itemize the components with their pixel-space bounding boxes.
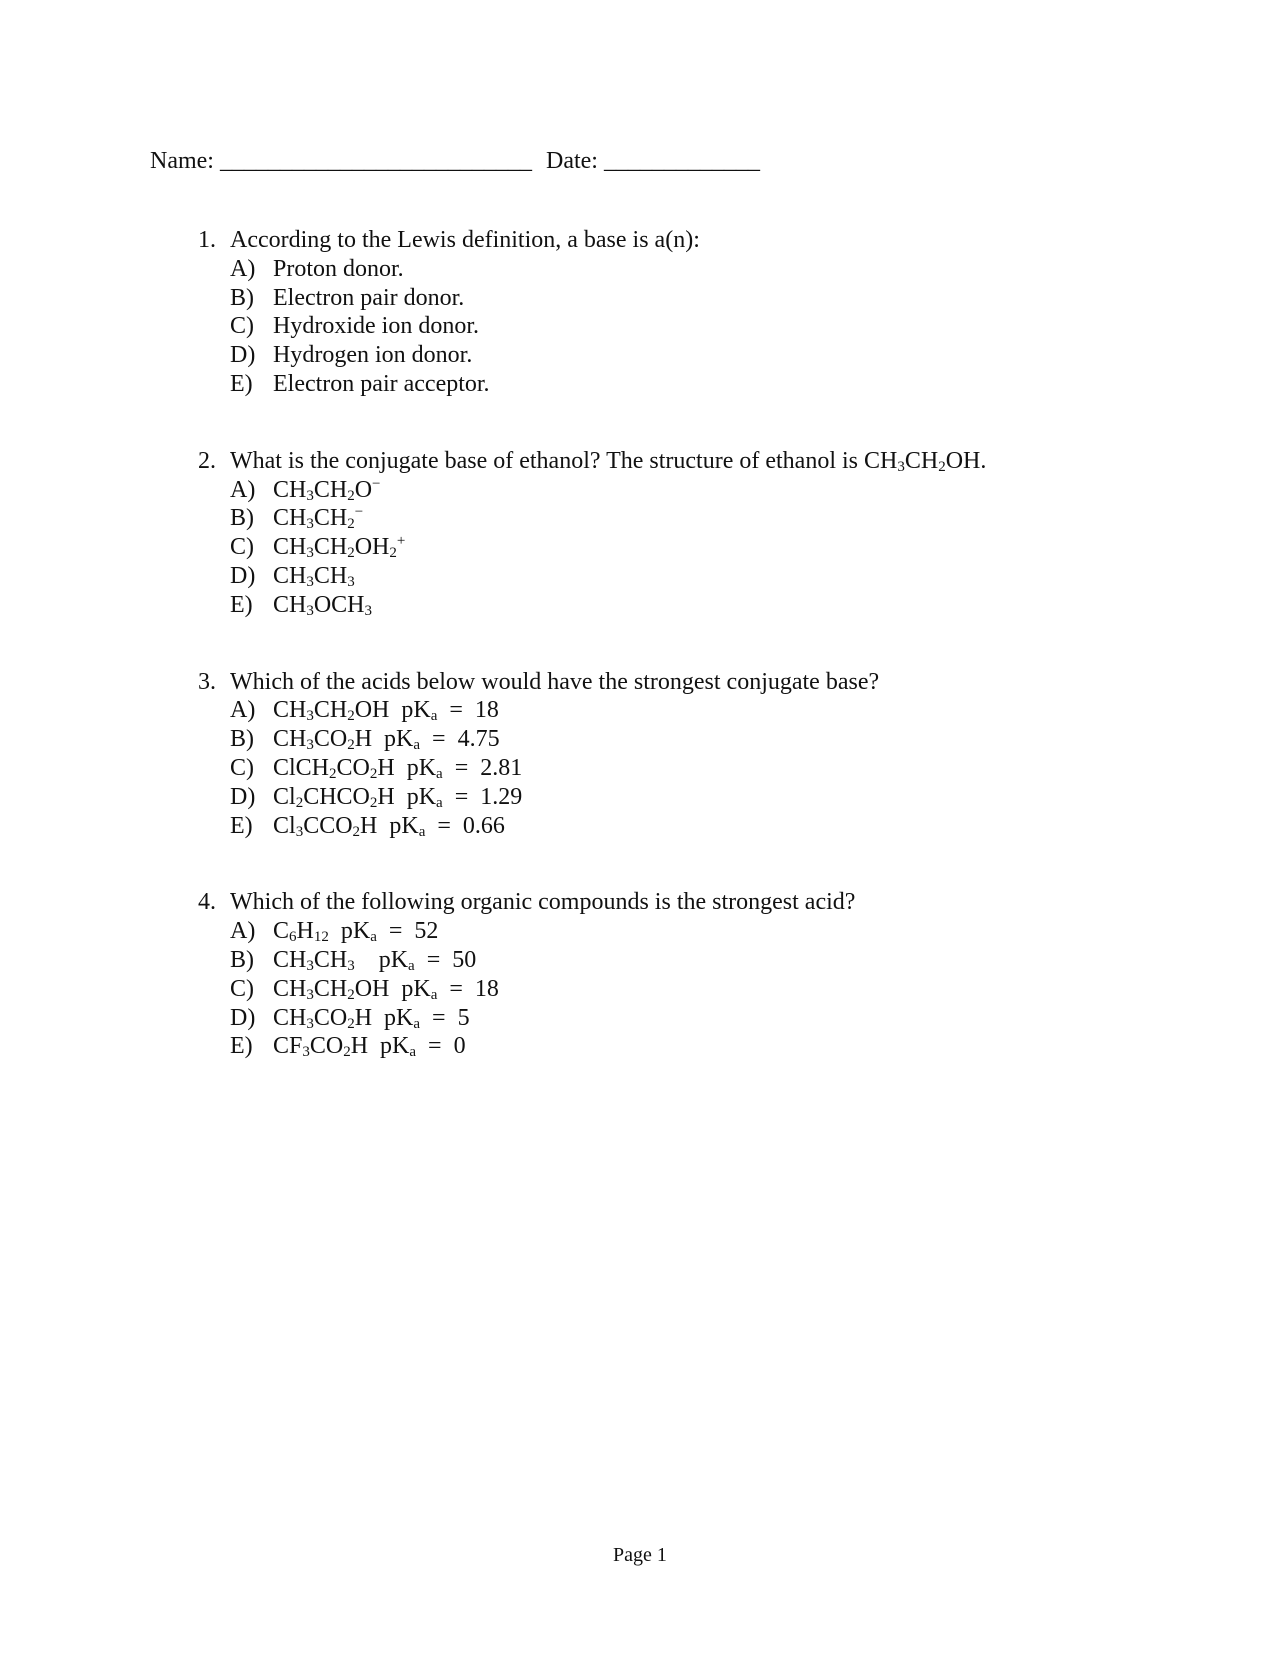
- choice-letter: A): [230, 918, 256, 945]
- answer-choice-d: [198, 341, 1218, 370]
- choice-letter: A): [230, 476, 256, 503]
- choice-letter: A): [230, 255, 256, 282]
- question-stem: [198, 226, 1218, 255]
- question-number: 3.: [198, 668, 216, 695]
- answer-choices: [198, 917, 1218, 1061]
- choice-text: $C_6H_{12}$ $pK_a = 52$: [273, 918, 439, 946]
- choice-letter: D): [230, 562, 256, 589]
- answer-choices: [198, 476, 1218, 620]
- choice-text: $CF_3CO_2H$ $pK_a = 0$: [273, 1033, 466, 1061]
- answer-choice-a: [198, 255, 1218, 284]
- choice-text: Electron pair donor.: [273, 284, 465, 311]
- question-text: What is the conjugate base of ethanol? The structure of ethanol is $CH_3CH_2OH$.: [230, 447, 987, 475]
- question-number: 1.: [198, 227, 216, 253]
- question-text: According to the Lewis definition, a base is a(n):: [230, 227, 700, 253]
- choice-text: Electron pair acceptor.: [273, 370, 490, 397]
- choice-text: $CH_3CH_2OH$ $pK_a = 18$: [273, 975, 499, 1003]
- choice-letter: C): [230, 534, 254, 561]
- choice-text: $Cl_3CCO_2H$ $pK_a = 0.66$: [273, 812, 505, 840]
- choice-letter: D): [230, 1004, 256, 1031]
- choice-letter: B): [230, 505, 254, 532]
- question-2: [198, 447, 1218, 620]
- choice-text: $CH_3CH_3$ $pK_a = 50$: [273, 946, 477, 974]
- answer-choice-c: [198, 312, 1218, 341]
- page-number: Page 1: [613, 1544, 667, 1566]
- choice-text: Proton donor.: [273, 255, 404, 282]
- choice-letter: D): [230, 342, 256, 369]
- answer-choice-d: [198, 1004, 1218, 1033]
- question-stem: [198, 668, 1218, 697]
- choice-letter: C): [230, 975, 254, 1002]
- date-field-label: Date: _____________: [545, 148, 760, 174]
- question-3: [198, 668, 1218, 841]
- choice-text: $ClCH_2CO_2H$ $pK_a = 2.81$: [273, 754, 523, 782]
- choice-letter: E): [230, 812, 253, 839]
- choice-letter: B): [230, 726, 254, 753]
- question-stem: [198, 888, 1218, 917]
- choice-letter: B): [230, 284, 254, 311]
- answer-choice-c: [198, 533, 1218, 562]
- worksheet-header: [150, 148, 760, 175]
- choice-text: $CH_3CH_2O^-$: [273, 475, 381, 504]
- choice-letter: E): [230, 591, 253, 618]
- answer-choice-a: [198, 917, 1218, 946]
- choice-letter: B): [230, 946, 254, 973]
- answer-choice-c: [198, 975, 1218, 1004]
- choice-text: $CH_3CH_2OH_2^+$: [273, 533, 406, 562]
- name-field-label: Name: __________________________: [150, 148, 532, 174]
- question-stem: [198, 447, 1218, 476]
- answer-choices: [198, 255, 1218, 399]
- choice-text: $CH_3CO_2H$ $pK_a = 4.75$: [273, 726, 500, 754]
- question-1: [198, 226, 1218, 399]
- choice-text: $Cl_2CHCO_2H$ $pK_a = 1.29$: [273, 783, 523, 811]
- answer-choice-e: [198, 370, 1218, 399]
- answer-choice-e: [198, 1032, 1218, 1061]
- answer-choice-d: [198, 783, 1218, 812]
- choice-letter: C): [230, 313, 254, 340]
- choice-text: Hydrogen ion donor.: [273, 342, 473, 369]
- answer-choice-d: [198, 562, 1218, 591]
- choice-text: $CH_3CO_2H$ $pK_a = 5$: [273, 1004, 470, 1032]
- choice-letter: C): [230, 754, 254, 781]
- choice-letter: A): [230, 697, 256, 724]
- answer-choice-a: [198, 696, 1218, 725]
- answer-choice-c: [198, 754, 1218, 783]
- answer-choice-b: [198, 284, 1218, 313]
- answer-choice-b: [198, 946, 1218, 975]
- choice-letter: E): [230, 1033, 253, 1060]
- choice-text: $CH_3CH_2^-$: [273, 504, 364, 533]
- question-number: 2.: [198, 447, 216, 474]
- answer-choice-e: [198, 591, 1218, 620]
- choice-text: $CH_3OCH_3$: [273, 591, 373, 619]
- answer-choice-b: [198, 504, 1218, 533]
- choice-letter: D): [230, 783, 256, 810]
- choice-text: Hydroxide ion donor.: [273, 313, 479, 340]
- question-text: Which of the following organic compounds is the strongest acid?: [230, 889, 856, 916]
- choice-text: $CH_3CH_2OH$ $pK_a = 18$: [273, 697, 499, 725]
- answer-choice-b: [198, 725, 1218, 754]
- answer-choice-e: [198, 812, 1218, 841]
- answer-choices: [198, 696, 1218, 840]
- choice-letter: E): [230, 370, 253, 397]
- question-text: Which of the acids below would have the strongest conjugate base?: [230, 668, 880, 695]
- question-list: [198, 226, 1218, 1109]
- question-number: 4.: [198, 889, 216, 916]
- question-4: [198, 888, 1218, 1061]
- answer-choice-a: [198, 476, 1218, 505]
- choice-text: $CH_3CH_3$: [273, 562, 355, 590]
